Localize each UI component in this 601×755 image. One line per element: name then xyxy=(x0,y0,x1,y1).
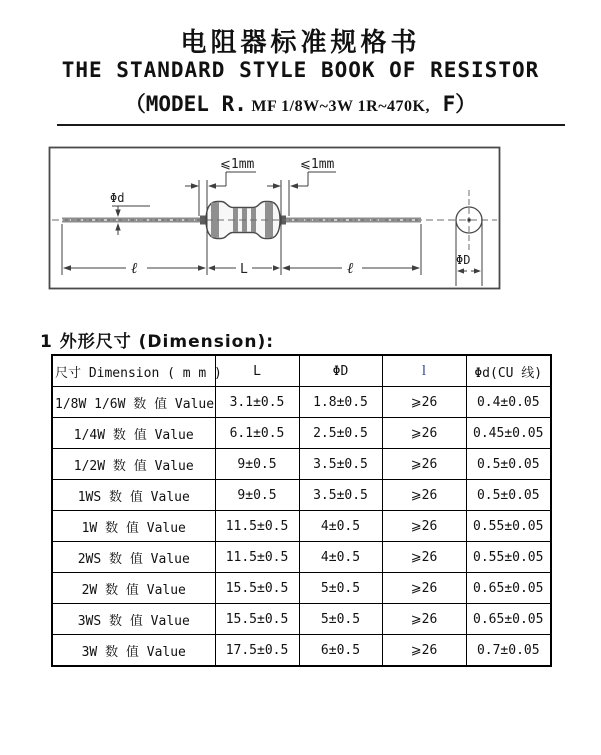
arrowhead xyxy=(290,183,298,189)
value-d: 2.5±0.5 xyxy=(299,418,382,449)
row-label: 1/8W 1/6W 数 值 Value xyxy=(52,387,215,418)
value-l: 11.5±0.5 xyxy=(215,511,299,542)
value-cu: 0.65±0.05 xyxy=(466,604,551,635)
title-divider xyxy=(57,124,565,126)
value-d: 4±0.5 xyxy=(299,511,382,542)
arrowhead xyxy=(282,265,290,270)
value-l: 3.1±0.5 xyxy=(215,387,299,418)
lead-gap-right-label: ⩽1mm xyxy=(300,157,335,172)
value-l: 9±0.5 xyxy=(215,480,299,511)
table-header-row xyxy=(52,355,551,387)
model-open: （MODEL R. xyxy=(124,92,247,116)
page-title-english: THE STANDARD STYLE BOOK OF RESISTOR xyxy=(61,58,540,82)
value-lead: ⩾26 xyxy=(382,604,466,635)
value-cu: 0.4±0.05 xyxy=(466,387,551,418)
header-lead-length: l xyxy=(382,355,466,387)
lead-left-length-label: ℓ xyxy=(131,259,138,277)
body-length-label: L xyxy=(240,262,248,277)
value-lead: ⩾26 xyxy=(382,418,466,449)
value-l: 9±0.5 xyxy=(215,449,299,480)
resistor-dimension-diagram xyxy=(0,140,601,305)
table-row xyxy=(52,511,551,542)
lead-right-length-label: ℓ xyxy=(347,259,354,277)
value-d: 5±0.5 xyxy=(299,573,382,604)
row-label: 2WS 数 值 Value xyxy=(52,542,215,573)
value-cu: 0.5±0.05 xyxy=(466,449,551,480)
section-heading-dimension: 1 外形尺寸 (Dimension): xyxy=(40,332,275,352)
arrowhead xyxy=(208,183,216,189)
table-row xyxy=(52,480,551,511)
body-diameter-label: ΦD xyxy=(456,253,471,267)
table-row xyxy=(52,449,551,480)
arrowhead xyxy=(198,265,206,270)
arrowhead xyxy=(63,265,71,270)
row-label: 1W 数 值 Value xyxy=(52,511,215,542)
header-dimension: 尺寸 Dimension ( m m ) xyxy=(52,355,215,387)
header-wire-diameter: Φd(CU 线) xyxy=(466,355,551,387)
value-d: 6±0.5 xyxy=(299,635,382,667)
value-cu: 0.55±0.05 xyxy=(466,542,551,573)
table-row xyxy=(52,573,551,604)
row-label: 1/4W 数 值 Value xyxy=(52,418,215,449)
value-cu: 0.65±0.05 xyxy=(466,573,551,604)
value-l: 15.5±0.5 xyxy=(215,573,299,604)
value-l: 15.5±0.5 xyxy=(215,604,299,635)
header-body-diameter: ΦD xyxy=(299,355,382,387)
arrowhead xyxy=(208,265,215,270)
value-lead: ⩾26 xyxy=(382,449,466,480)
arrowhead xyxy=(474,268,481,273)
value-d: 4±0.5 xyxy=(299,542,382,573)
header-body-length: L xyxy=(215,355,299,387)
value-lead: ⩾26 xyxy=(382,542,466,573)
arrowhead xyxy=(115,223,120,231)
value-l: 6.1±0.5 xyxy=(215,418,299,449)
value-lead: ⩾26 xyxy=(382,387,466,418)
value-d: 5±0.5 xyxy=(299,604,382,635)
end-view-center-dot xyxy=(468,219,471,222)
table-row xyxy=(52,387,551,418)
value-l: 11.5±0.5 xyxy=(215,542,299,573)
table-row xyxy=(52,418,551,449)
value-lead: ⩾26 xyxy=(382,480,466,511)
value-cu: 0.45±0.05 xyxy=(466,418,551,449)
row-label: 3W 数 值 Value xyxy=(52,635,215,667)
arrowhead xyxy=(191,183,199,189)
table-row xyxy=(52,542,551,573)
row-label: 1WS 数 值 Value xyxy=(52,480,215,511)
value-cu: 0.5±0.05 xyxy=(466,480,551,511)
value-cu: 0.55±0.05 xyxy=(466,511,551,542)
row-label: 2W 数 值 Value xyxy=(52,573,215,604)
arrowhead xyxy=(273,183,281,189)
model-spec: MF 1/8W~3W 1R~470K, xyxy=(246,98,430,115)
value-l: 17.5±0.5 xyxy=(215,635,299,667)
table-row xyxy=(52,604,551,635)
page-title-chinese: 电阻器标准规格书 xyxy=(180,28,421,58)
value-d: 1.8±0.5 xyxy=(299,387,382,418)
value-cu: 0.7±0.05 xyxy=(466,635,551,667)
row-label: 1/2W 数 值 Value xyxy=(52,449,215,480)
wire-diameter-label: Φd xyxy=(110,191,125,205)
model-close: F） xyxy=(429,92,477,116)
lead-gap-left-label: ⩽1mm xyxy=(220,157,255,172)
value-lead: ⩾26 xyxy=(382,573,466,604)
arrowhead xyxy=(412,265,420,270)
value-d: 3.5±0.5 xyxy=(299,480,382,511)
table-row xyxy=(52,635,551,667)
model-line xyxy=(0,88,601,118)
value-lead: ⩾26 xyxy=(382,511,466,542)
arrowhead xyxy=(115,210,120,218)
value-lead: ⩾26 xyxy=(382,635,466,667)
value-d: 3.5±0.5 xyxy=(299,449,382,480)
arrowhead xyxy=(457,268,464,273)
row-label: 3WS 数 值 Value xyxy=(52,604,215,635)
arrowhead xyxy=(273,265,280,270)
dimension-table xyxy=(51,354,552,667)
